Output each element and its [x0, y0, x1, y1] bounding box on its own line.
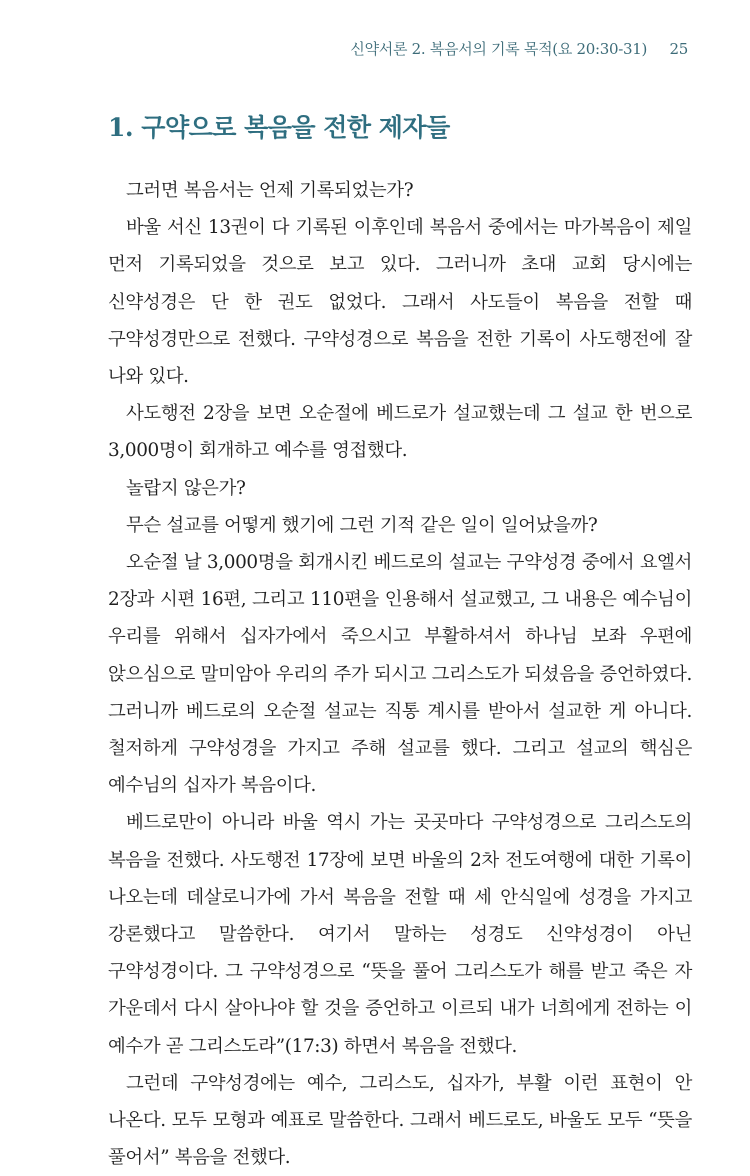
- paragraph-1: 그러면 복음서는 언제 기록되었는가?: [126, 180, 414, 201]
- page-number: 25: [669, 40, 688, 58]
- running-header: [350, 38, 688, 59]
- paragraph-6: 오순절 날 3,000명을 회개시킨 베드로의 설교는 구약성경 중에서 요엘서 2장과 시편 16편, 그리고 110편을 인용해서 설교했고, 그 내용은 예수님이 우리를 위해서 십자가에서 죽으시고 부활하셔서 하나님 보좌 우편에 앉으심으로 말미암아 우리의 주가 되시고 그리스도가 되셨음을 증언하였다. 그러니까 베드로의 오순절 설교는 직통 계시를 받아서 설교한 게 아니다. 철저하게 구약성경을 가지고 주해 설교를 했다. 그리고 설교의 핵심은 예수님의 십자가 복음이다.: [108, 552, 692, 797]
- paragraph-8: 그런데 구약성경에는 예수, 그리스도, 십자가, 부활 이런 표현이 안 나온다. 모두 모형과 예표로 말씀한다. 그래서 베드로도, 바울도 모두 “뜻을 풀어서” 복음을 전했다.: [108, 1072, 692, 1169]
- body-text: [108, 172, 692, 1176]
- paragraph-3: 사도행전 2장을 보면 오순절에 베드로가 설교했는데 그 설교 한 번으로 3,000명이 회개하고 예수를 영접했다.: [108, 403, 692, 462]
- running-title: 신약서론 2. 복음서의 기록 목적(요 20:30-31): [350, 40, 648, 58]
- section-title: 1. 구약으로 복음을 전한 제자들: [108, 113, 450, 142]
- paragraph-5: 무슨 설교를 어떻게 했기에 그런 기적 같은 일이 일어났을까?: [126, 514, 598, 536]
- paragraph-2: 바울 서신 13권이 다 기록된 이후인데 복음서 중에서는 마가복음이 제일 먼저 기록되었을 것으로 보고 있다. 그러니까 초대 교회 당시에는 신약성경은 단 한 권도 없었다. 그래서 사도들이 복음을 전할 때 구약성경만으로 전했다. 구약성경으로 복음을 전한 기록이 사도행전에 잘 나와 있다.: [108, 217, 692, 388]
- paragraph-7: 베드로만이 아니라 바울 역시 가는 곳곳마다 구약성경으로 그리스도의 복음을 전했다. 사도행전 17장에 보면 바울의 2차 전도여행에 대한 기록이 나오는데 데살로니가에 가서 복음을 전할 때 세 안식일에 성경을 가지고 강론했다고 말씀한다. 여기서 말하는 성경도 신약성경이 아닌 구약성경이다. 그 구약성경으로 “뜻을 풀어 그리스도가 해를 받고 죽은 자 가운데서 다시 살아나야 할 것을 증언하고 이르되 내가 너희에게 전하는 이 예수가 곧 그리스도라”(17:3) 하면서 복음을 전했다.: [108, 812, 692, 1057]
- paragraph-4: 놀랍지 않은가?: [126, 477, 246, 499]
